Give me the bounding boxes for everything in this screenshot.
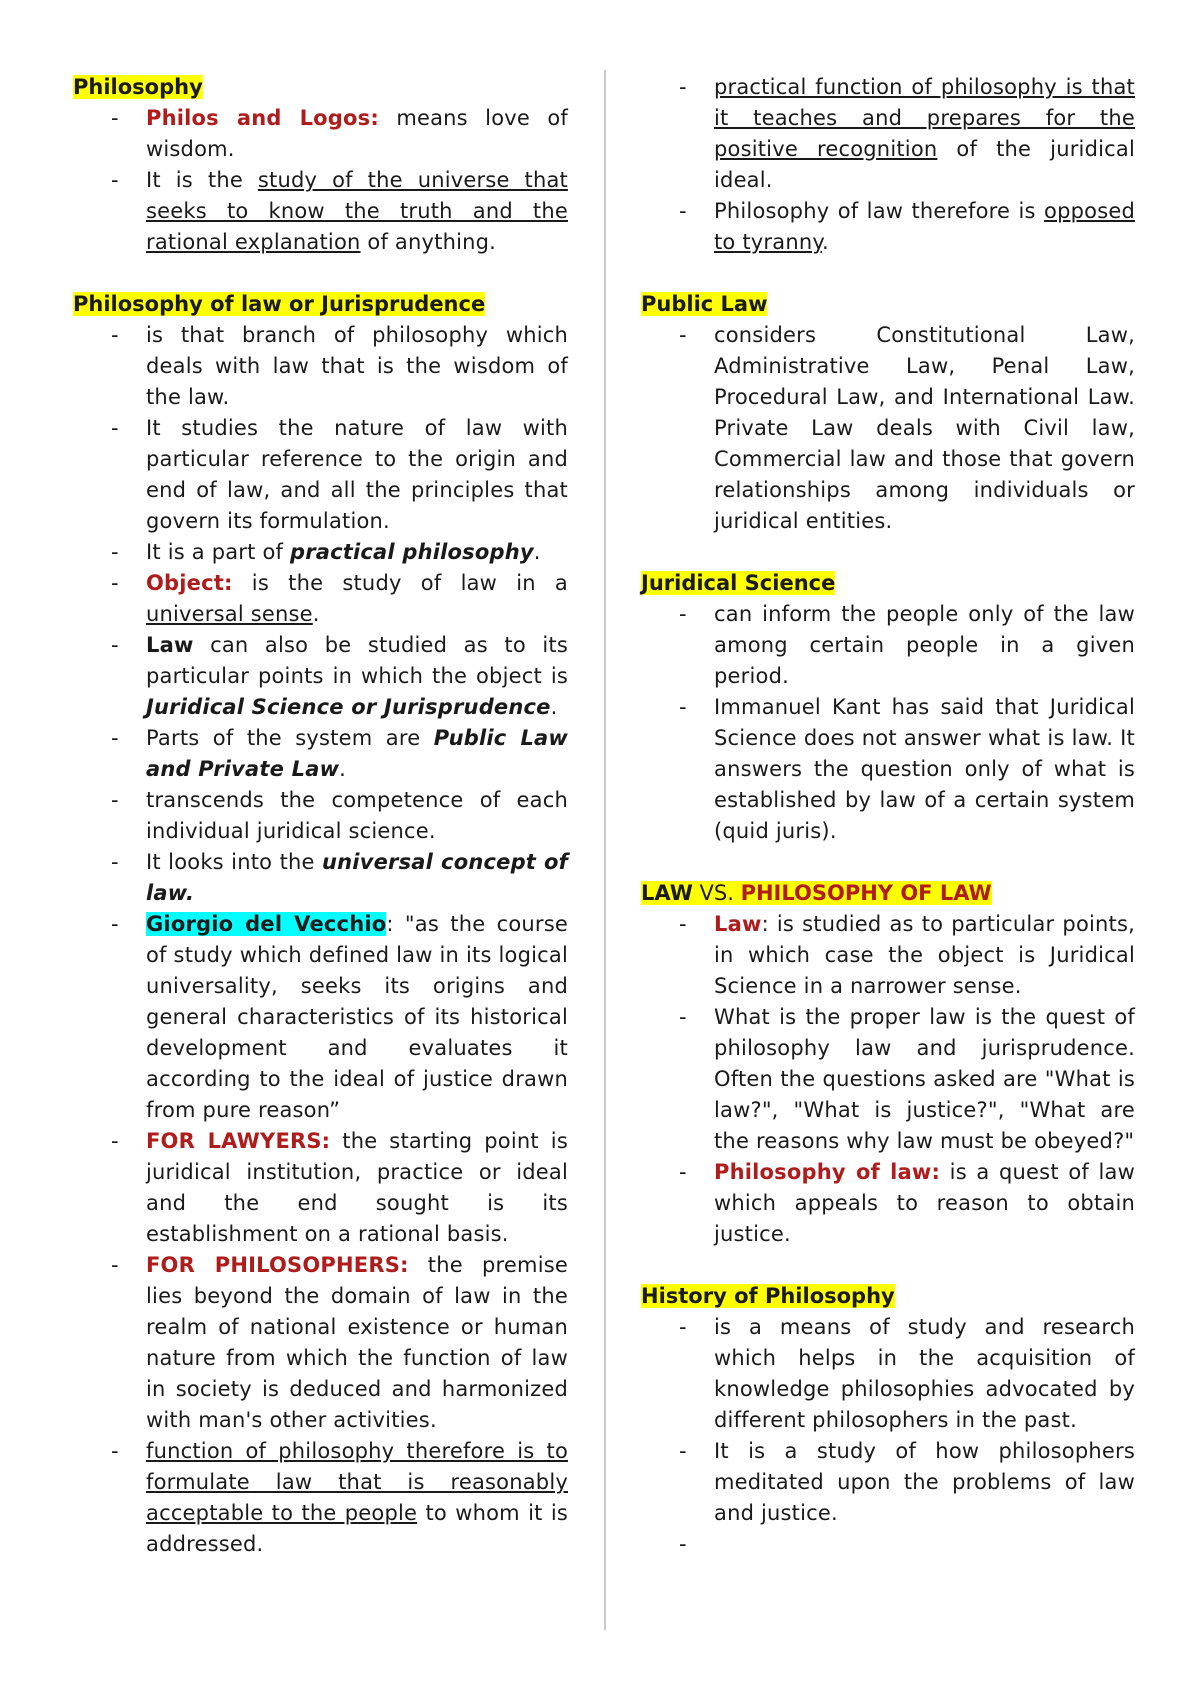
list-item: - is a means of study and research which helps in the acquisition of knowledge philosophies advocated by different philosophers in the past. bbox=[641, 1312, 1135, 1436]
section-heading-jurisprudence: Philosophy of law or Jurisprudence bbox=[73, 292, 486, 316]
jurisprudence-list bbox=[73, 320, 568, 1560]
law-vs-list bbox=[641, 909, 1135, 1250]
list-item: - Philos and Logos: means love of wisdom. bbox=[73, 103, 568, 165]
list-item: - It is a part of practical philosophy. bbox=[73, 537, 568, 568]
column-divider bbox=[604, 70, 606, 1630]
public-law-list bbox=[641, 320, 1135, 537]
right-column bbox=[641, 72, 1135, 1529]
list-item: - is that branch of philosophy which deals with law that is the wisdom of the law. bbox=[73, 320, 568, 413]
list-item: - FOR PHILOSOPHERS: the premise lies beyond the domain of law in the realm of national existence or human nature from which the function of law in society is deduced and harmonized with man's other activities. bbox=[73, 1250, 568, 1436]
list-item: - It studies the nature of law with particular reference to the origin and end of law, and all the principles that govern its formulation. bbox=[73, 413, 568, 537]
list-item: - FOR LAWYERS: the starting point is juridical institution, practice or ideal and the end sought is its establishment on a rational basis. bbox=[73, 1126, 568, 1250]
list-item: - Law can also be studied as to its particular points in which the object is Juridical Science or Jurisprudence. bbox=[73, 630, 568, 723]
section-heading-juridical-science: Juridical Science bbox=[641, 571, 836, 595]
list-item: - Philosophy of law therefore is opposed to tyranny. bbox=[641, 196, 1135, 258]
section-heading-public-law: Public Law bbox=[641, 292, 768, 316]
left-column bbox=[73, 72, 568, 1560]
continued-list bbox=[641, 72, 1135, 258]
list-item: - transcends the competence of each individual juridical science. bbox=[73, 785, 568, 847]
list-item: - Law: is studied as to particular points, in which case the object is Juridical Science in a narrower sense. bbox=[641, 909, 1135, 1002]
juridical-science-list bbox=[641, 599, 1135, 847]
list-item: - practical function of philosophy is that it teaches and prepares for the positive recognition of the juridical ideal. bbox=[641, 72, 1135, 196]
list-item: - Giorgio del Vecchio: "as the course of study which defined law in its logical universality, seeks its origins and general characteristics of its historical development and evaluates it according to the ideal of justice drawn from pure reason” bbox=[73, 909, 568, 1126]
list-item: - Philosophy of law: is a quest of law which appeals to reason to obtain justice. bbox=[641, 1157, 1135, 1250]
list-item: - It looks into the universal concept of law. bbox=[73, 847, 568, 909]
section-heading-history: History of Philosophy bbox=[641, 1284, 895, 1308]
list-item: - Parts of the system are Public Law and Private Law. bbox=[73, 723, 568, 785]
list-item: - It is a study of how philosophers meditated upon the problems of law and justice. bbox=[641, 1436, 1135, 1529]
philosophy-list bbox=[73, 103, 568, 258]
section-heading-philosophy: Philosophy bbox=[73, 75, 203, 99]
section-heading-law-vs: LAW VS. PHILOSOPHY OF LAW bbox=[641, 881, 992, 905]
list-item: - can inform the people only of the law among certain people in a given period. bbox=[641, 599, 1135, 692]
list-item: - What is the proper law is the quest of philosophy law and jurisprudence. Often the questions asked are "What is law?", "What is justice?", "What are the reasons why law must be obeyed?" bbox=[641, 1002, 1135, 1157]
list-item: - Immanuel Kant has said that Juridical Science does not answer what is law. It answers the question only of what is established by law of a certain system (quid juris). bbox=[641, 692, 1135, 847]
list-item: - function of philosophy therefore is to formulate law that is reasonably acceptable to the people to whom it is addressed. bbox=[73, 1436, 568, 1560]
highlighted-name: Giorgio del Vecchio bbox=[146, 912, 387, 936]
history-list bbox=[641, 1312, 1135, 1529]
list-item: - Object: is the study of law in a universal sense. bbox=[73, 568, 568, 630]
list-item: - considers Constitutional Law, Administrative Law, Penal Law, Procedural Law, and International Law. Private Law deals with Civil law, Commercial law and those that govern relationships among individuals or juridical entities. bbox=[641, 320, 1135, 537]
list-item: - It is the study of the universe that seeks to know the truth and the rational explanation of anything. bbox=[73, 165, 568, 258]
